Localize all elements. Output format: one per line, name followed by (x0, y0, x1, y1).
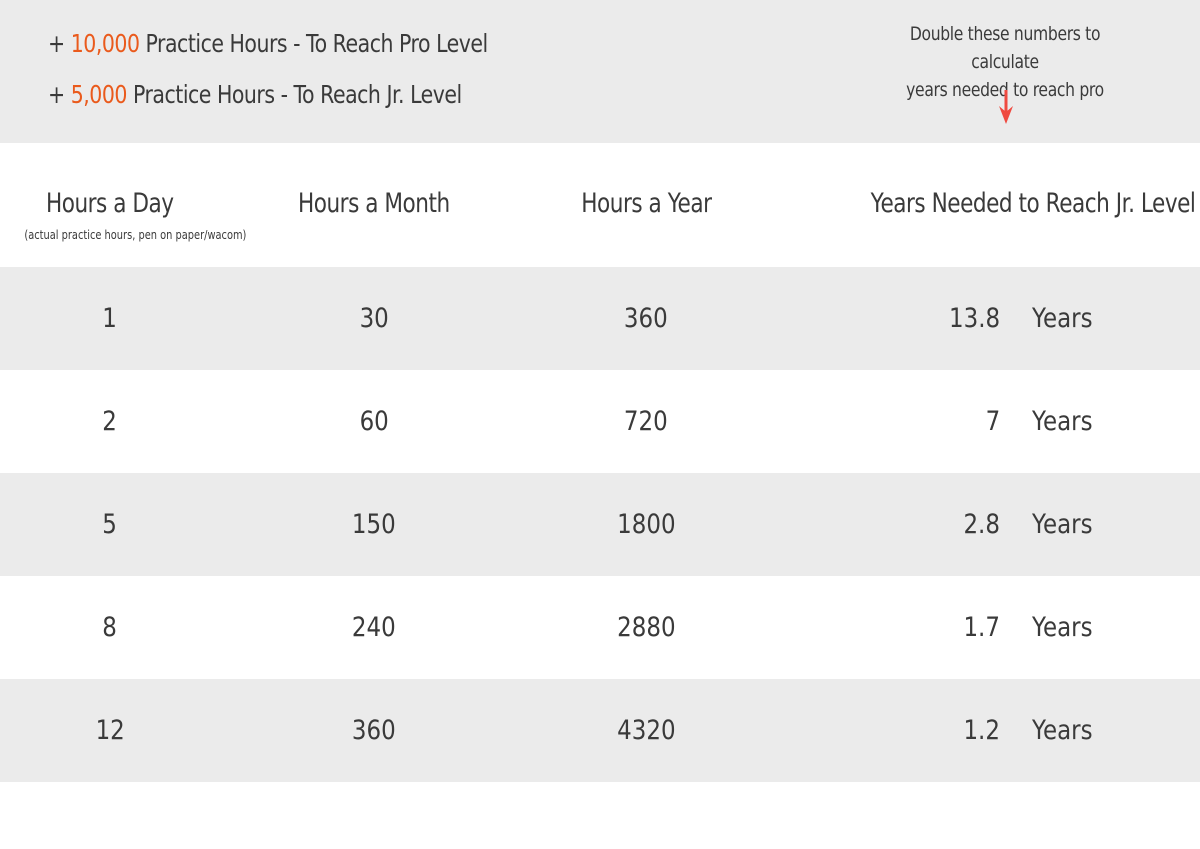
goal-number: 5,000 (70, 80, 127, 109)
cell-hours-month: 240 (352, 612, 396, 643)
table-row (0, 267, 1200, 370)
note-line-1: Double these numbers to calculate (909, 23, 1101, 73)
goal-jr-level (48, 80, 462, 109)
header-hours-month: Hours a Month (298, 188, 450, 219)
note-line-2: years needed to reach pro (906, 79, 1104, 101)
cell-hours-year: 360 (624, 303, 668, 334)
table-row (0, 576, 1200, 679)
cell-hours-month: 60 (359, 406, 389, 437)
cell-hours-year: 1800 (616, 509, 676, 540)
arrow-down-icon (994, 90, 1018, 126)
goal-text: Practice Hours - To Reach Pro Level (139, 29, 488, 58)
cell-years-unit: Years (1032, 612, 1093, 643)
cell-hours-day: 8 (102, 612, 118, 643)
header-years-needed: Years Needed to Reach Jr. Level (870, 188, 1196, 219)
goal-text: Practice Hours - To Reach Jr. Level (126, 80, 462, 109)
cell-years-needed: 1.7 (963, 612, 1000, 643)
cell-hours-year: 4320 (616, 715, 676, 746)
goal-prefix: + (48, 29, 71, 58)
header-hours-year: Hours a Year (580, 188, 712, 219)
cell-hours-day: 5 (102, 509, 118, 540)
cell-hours-month: 150 (352, 509, 396, 540)
cell-hours-day: 1 (102, 303, 118, 334)
goal-pro-level (48, 29, 488, 58)
cell-years-unit: Years (1032, 303, 1093, 334)
table-row (0, 370, 1200, 473)
cell-hours-year: 720 (624, 406, 668, 437)
cell-years-needed: 13.8 (948, 303, 1000, 334)
cell-hours-year: 2880 (616, 612, 676, 643)
cell-years-unit: Years (1032, 509, 1093, 540)
cell-years-needed: 1.2 (963, 715, 1000, 746)
cell-years-needed: 2.8 (963, 509, 1000, 540)
cell-hours-month: 360 (352, 715, 396, 746)
cell-years-needed: 7 (985, 406, 1000, 437)
table-row (0, 679, 1200, 782)
table-row (0, 473, 1200, 576)
goal-number: 10,000 (70, 29, 140, 58)
cell-hours-day: 2 (102, 406, 118, 437)
cell-years-unit: Years (1032, 406, 1093, 437)
cell-years-unit: Years (1032, 715, 1093, 746)
cell-hours-month: 30 (359, 303, 389, 334)
header-hours-day: Hours a Day (46, 188, 174, 219)
header-hours-day-subtitle: (actual practice hours, pen on paper/wacom) (24, 228, 247, 242)
goal-prefix: + (48, 80, 71, 109)
cell-hours-day: 12 (95, 715, 125, 746)
